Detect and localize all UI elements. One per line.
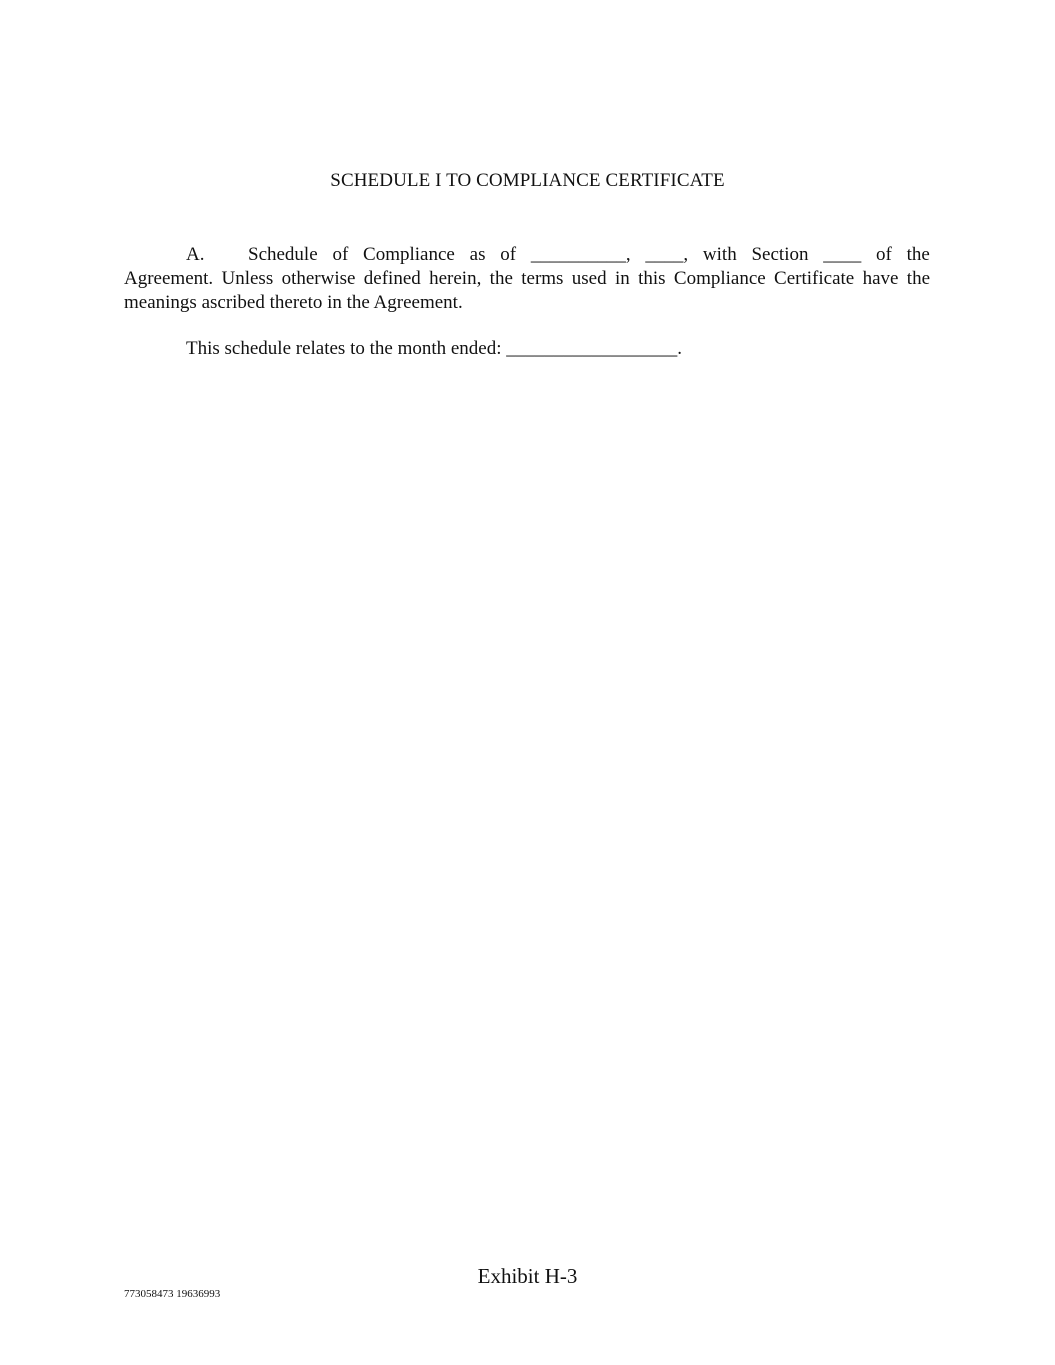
date-blank: __________, (530, 244, 631, 265)
document-title: SCHEDULE I TO COMPLIANCE CERTIFICATE (330, 170, 725, 191)
year-blank: ____, (645, 244, 689, 265)
paragraph-a-first-line (124, 243, 930, 267)
word: as (469, 244, 486, 265)
paragraph-month-ended: This schedule relates to the month ended: __________________. (186, 338, 683, 359)
word: of (876, 244, 892, 265)
paragraph-a (124, 243, 930, 315)
word: of (500, 244, 517, 265)
word: Compliance (363, 244, 455, 265)
section-blank: ____ (823, 244, 862, 265)
paragraph-a-continuation: Agreement. Unless otherwise defined herein, the terms used in this Compliance Certificate have the meanings ascribed thereto in the Agreement. (124, 268, 930, 313)
word: the (906, 244, 930, 265)
paragraph-a-first-line-text (248, 243, 930, 267)
word: Section (751, 244, 809, 265)
word: with (702, 244, 737, 265)
word: of (332, 244, 349, 265)
paragraph-a-marker: A. (186, 244, 205, 265)
word: Schedule (248, 244, 318, 265)
exhibit-label: Exhibit H-3 (477, 1264, 578, 1288)
document-id: 773058473 19636993 (124, 1288, 221, 1300)
